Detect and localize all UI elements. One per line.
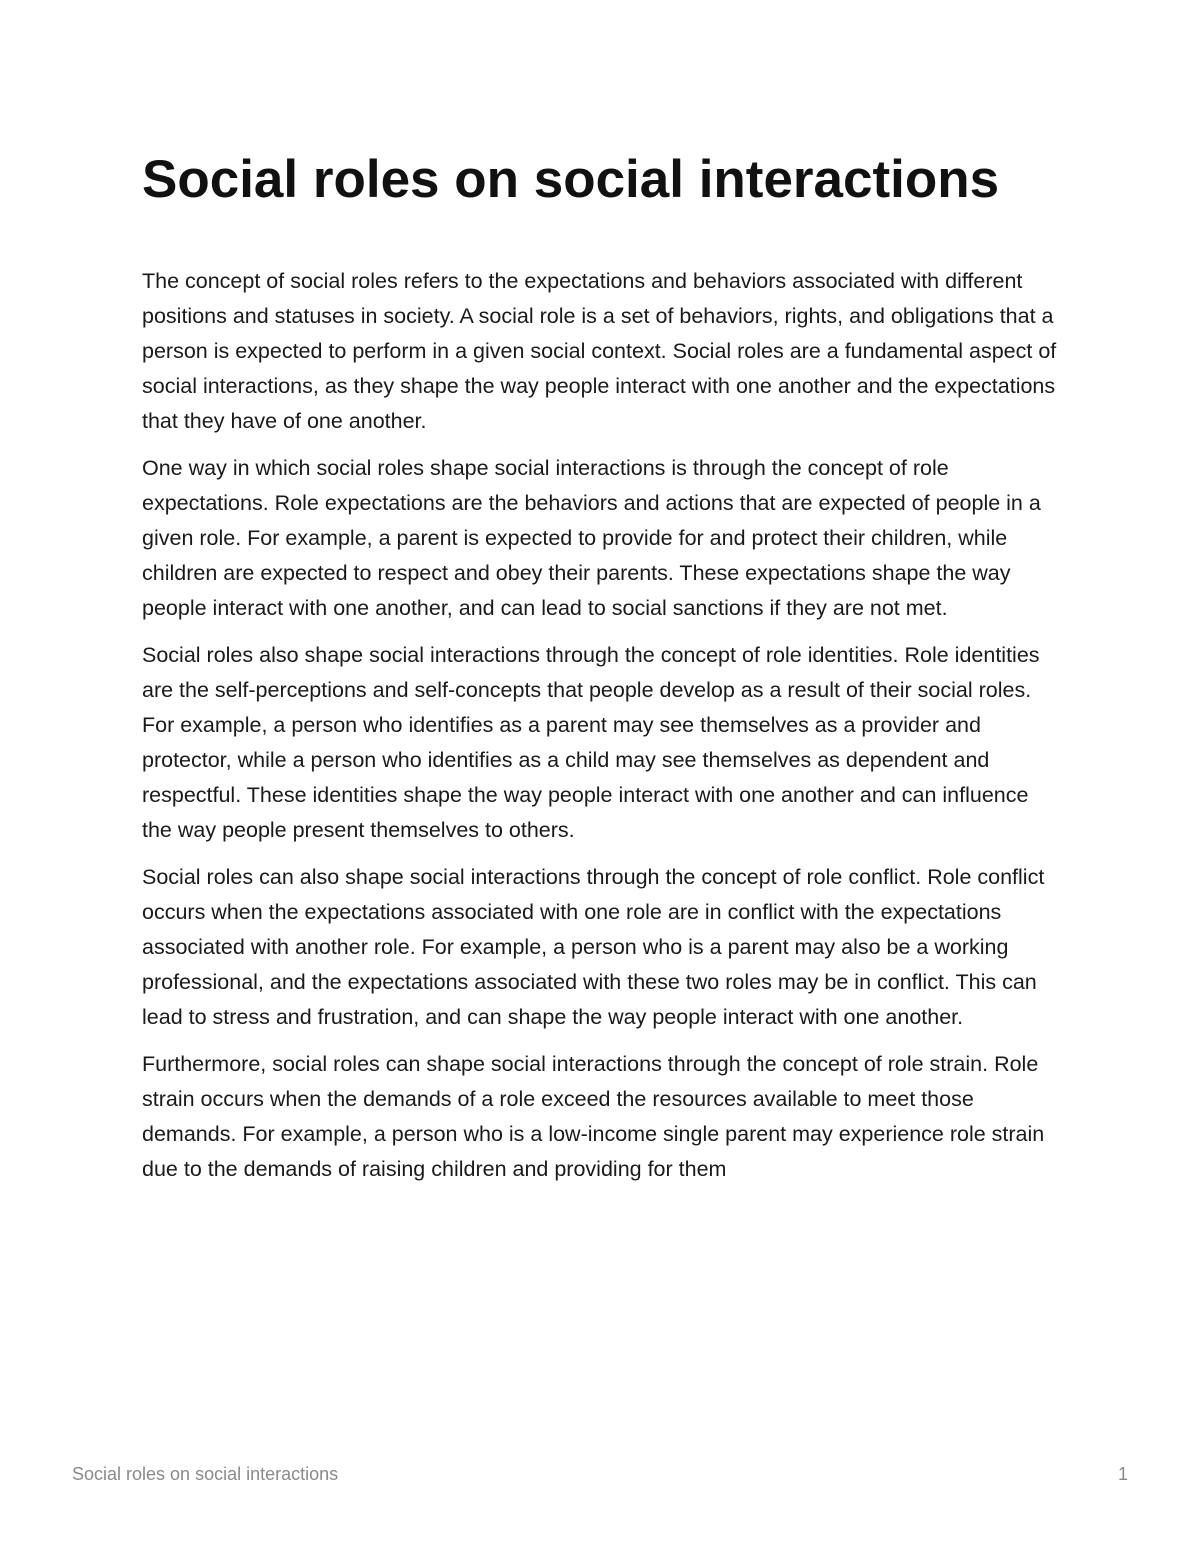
document-title: Social roles on social interactions: [142, 150, 1000, 209]
paragraph-4: Social roles can also shape social interactions through the concept of role conflict. Role conflict occurs when the expectations associated with one role are in conflict with the expectations associated with another role. For example, a person who is a parent may also be a working professional, and the expectations associated with these two roles may be in conflict. This can lead to stress and frustration, and can shape the way people interact with one another.: [142, 865, 1045, 1029]
paragraph-5: Furthermore, social roles can shape social interactions through the concept of role strain. Role strain occurs when the demands of a role exceed the resources available to meet those demands. For example, a person who is a low-income single parent may experience role strain due to the demands of raising children and providing for them: [142, 1052, 1045, 1181]
page-footer: [72, 1464, 1128, 1492]
footer-title: Social roles on social interactions: [72, 1464, 339, 1484]
paragraph-1: The concept of social roles refers to the expectations and behaviors associated with different positions and statuses in society. A social role is a set of behaviors, rights, and obligations that a person is expected to perform in a given social context. Social roles are a fundamental aspect of social interactions, as they shape the way people interact with one another and the expectations that they have of one another.: [142, 269, 1057, 433]
page-number: 1: [1117, 1464, 1128, 1484]
paragraph-2: One way in which social roles shape social interactions is through the concept of role expectations. Role expectations are the behaviors and actions that are expected of people in a given role. For example, a parent is expected to provide for and protect their children, while children are expected to respect and obey their parents. These expectations shape the way people interact with one another, and can lead to social sanctions if they are not met.: [142, 456, 1041, 620]
paragraph-3: Social roles also shape social interactions through the concept of role identities. Role identities are the self-perceptions and self-concepts that people develop as a result of their social roles. For example, a person who identifies as a parent may see themselves as a provider and protector, while a person who identifies as a child may see themselves as dependent and respectful. These identities shape the way people interact with one another and can influence the way people present themselves to others.: [142, 643, 1040, 842]
document-content: [142, 146, 1062, 1199]
